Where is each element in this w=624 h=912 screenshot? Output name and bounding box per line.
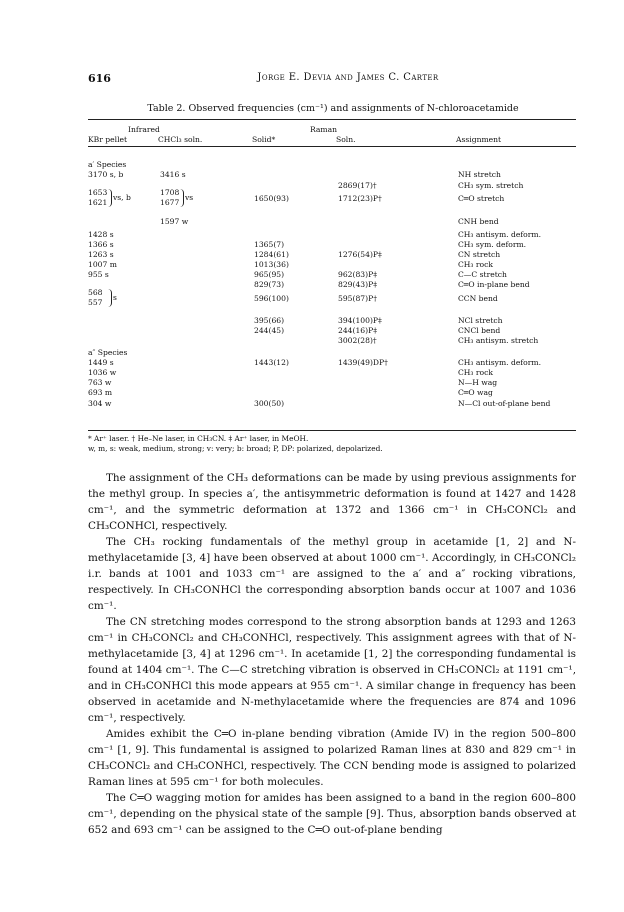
table-cell: 1597 w — [160, 217, 189, 226]
column-header-assignment: Assignment — [456, 135, 502, 144]
table-header-rule — [88, 146, 576, 147]
table-cell: C═O wag — [458, 388, 493, 397]
table-cell: 1276(54)P‡ — [338, 250, 382, 259]
table-cell: NCl stretch — [458, 316, 503, 325]
table-cell: 1439(49)DP† — [338, 358, 388, 367]
table-cell: 244(16)P‡ — [338, 326, 377, 335]
table-cell: 2869(17)† — [338, 181, 377, 190]
table-cell: 1366 s — [88, 240, 114, 249]
table-cell: 962(83)P‡ — [338, 270, 377, 279]
table-cell: 3416 s — [160, 170, 186, 179]
table-cell: 1013(36) — [254, 260, 289, 269]
table-cell: CCN bend — [458, 294, 498, 303]
table-cell: 244(45) — [254, 326, 285, 335]
table-cell: 1621 — [88, 198, 108, 207]
body-text — [88, 470, 576, 838]
table-cell: 3170 s, b — [88, 170, 124, 179]
table-cell: CNCl bend — [458, 326, 501, 335]
column-header-soln: Soln. — [336, 135, 356, 144]
table-cell: 568 — [88, 288, 103, 297]
table-cell: C—C stretch — [458, 270, 507, 279]
page-number: 616 — [88, 72, 111, 85]
table-cell: s — [113, 293, 117, 302]
table-cell: CH₃ antisym. deform. — [458, 358, 541, 367]
table-cell: 1036 w — [88, 368, 117, 377]
table-cell: 394(100)P‡ — [338, 316, 382, 325]
table-top-rule — [88, 119, 576, 120]
species-label: a′ Species — [88, 160, 127, 169]
table-cell: 1712(23)P† — [338, 194, 382, 203]
table-cell: N—Cl out-of-plane bend — [458, 399, 551, 408]
group-header-raman: Raman — [310, 125, 338, 134]
table-cell: 1653 — [88, 188, 108, 197]
paragraph: Amides exhibit the C═O in-plane bending vibration (Amide IV) in the region 500–800 cm⁻¹ [1, 9]. This fundamental is assigned to polarized Raman lines at 830 and 829 cm⁻¹ in CH₃CONCl₂ and CH₃CONHCl, respectively. The CCN bending mode is assigned to polarized Raman lines at 595 cm⁻¹ for both molecules. — [88, 728, 576, 788]
table-cell: 304 w — [88, 399, 112, 408]
table-cell: 829(43)P‡ — [338, 280, 377, 289]
table-cell: CH₃ antisym. stretch — [458, 336, 539, 345]
table-cell: 1428 s — [88, 230, 114, 239]
group-header-infrared: Infrared — [128, 125, 160, 134]
table-cell: N—H wag — [458, 378, 498, 387]
paragraph: The assignment of the CH₃ deformations can be made by using previous assignments for the methyl group. In species a′, the antisymmetric deformation is found at 1427 and 1428 cm⁻¹, and the symmetric deformation at 1372 and 1366 cm⁻¹ in CH₃CONCl₂ and CH₃CONHCl, respectively. — [88, 472, 576, 532]
species-label: a″ Species — [88, 348, 128, 357]
table-cell: 1365(7) — [254, 240, 285, 249]
table-cell: 1677 — [160, 198, 180, 207]
table-cell: CH₃ rock — [458, 260, 493, 269]
table-cell: CN stretch — [458, 250, 501, 259]
table-cell: CH₃ sym. deform. — [458, 240, 527, 249]
table-cell: NH stretch — [458, 170, 501, 179]
table-cell: 1449 s — [88, 358, 114, 367]
column-header-solid: Solid* — [252, 135, 276, 144]
column-header-kbr: KBr pellet — [88, 135, 128, 144]
table-cell: 1284(61) — [254, 250, 289, 259]
page-header — [88, 72, 568, 86]
table-cell: C═O stretch — [458, 194, 505, 203]
paragraph: The C═O wagging motion for amides has been assigned to a band in the region 600–800 cm⁻¹, depending on the physical state of the sample [9]. Thus, absorption bands observed at 652 and 693 cm⁻¹ can be assigned to the C═O out-of-plane bending — [88, 792, 576, 836]
table-cell: 1263 s — [88, 250, 114, 259]
table-footnote: * Ar⁺ laser. † He–Ne laser, in CH₃CN. ‡ Ar⁺ laser, in MeOH. — [88, 434, 309, 443]
table-cell: 1650(93) — [254, 194, 289, 203]
brace — [180, 189, 184, 207]
table-cell: 557 — [88, 298, 103, 307]
table-cell: 693 m — [88, 388, 113, 397]
table-cell: 596(100) — [254, 294, 289, 303]
table-cell: 955 s — [88, 270, 109, 279]
table-cell: 3002(28)† — [338, 336, 377, 345]
table-bottom-rule — [88, 430, 576, 431]
table-cell: CNH bend — [458, 217, 499, 226]
paragraph: The CH₃ rocking fundamentals of the methyl group in acetamide [1, 2] and N-methylacetamide [3, 4] have been observed at about 1000 cm⁻¹. Accordingly, in CH₃CONCl₂ i.r. bands at 1001 and 1033 cm⁻¹ are assigned to the a′ and a″ rocking vibrations, respectively. In CH₃CONHCl the corresponding absorption bands occur at 1007 and 1036 cm⁻¹. — [88, 536, 576, 612]
table-cell: 1443(12) — [254, 358, 289, 367]
table-cell: CH₃ antisym. deform. — [458, 230, 541, 239]
table-cell: 300(50) — [254, 399, 285, 408]
table-cell: CH₃ sym. stretch — [458, 181, 524, 190]
table-caption: Table 2. Observed frequencies (cm⁻¹) and assignments of N-chloroacetamide — [147, 103, 519, 114]
table-cell: CH₃ rock — [458, 368, 493, 377]
brace — [108, 189, 112, 207]
table-cell: 763 w — [88, 378, 112, 387]
table-cell: 965(95) — [254, 270, 285, 279]
table-cell: 829(73) — [254, 280, 285, 289]
table-cell: 595(87)P† — [338, 294, 377, 303]
running-head: Jorge E. Devia and James C. Carter — [257, 72, 439, 83]
table-cell: 1708 — [160, 188, 180, 197]
table-footnote: w, m, s: weak, medium, strong; v: very; b: broad; P, DP: polarized, depolarized. — [88, 444, 383, 453]
table-cell: 395(66) — [254, 316, 285, 325]
table-cell: vs, b — [113, 193, 131, 202]
table-cell: C═O in-plane bend — [458, 280, 530, 289]
paragraph: The CN stretching modes correspond to the strong absorption bands at 1293 and 1263 cm⁻¹ in CH₃CONCl₂ and CH₃CONHCl, respectively. This assignment agrees with that of N-methylacetamide [3, 4] at 1296 cm⁻¹. In acetamide [1, 2] the corresponding fundamental is found at 1404 cm⁻¹. The C—C stretching vibration is observed in CH₃CONCl₂ at 1191 cm⁻¹, and in CH₃CONHCl this mode appears at 955 cm⁻¹. A similar change in frequency has been observed in acetamide and N-methylacetamide where the frequencies are 874 and 1096 cm⁻¹, respectively. — [88, 616, 576, 724]
table-cell: vs — [185, 193, 194, 202]
brace — [108, 289, 112, 307]
column-header-chcl3: CHCl₃ soln. — [158, 135, 203, 144]
assignments-table — [88, 122, 576, 427]
table-cell: 1007 m — [88, 260, 117, 269]
